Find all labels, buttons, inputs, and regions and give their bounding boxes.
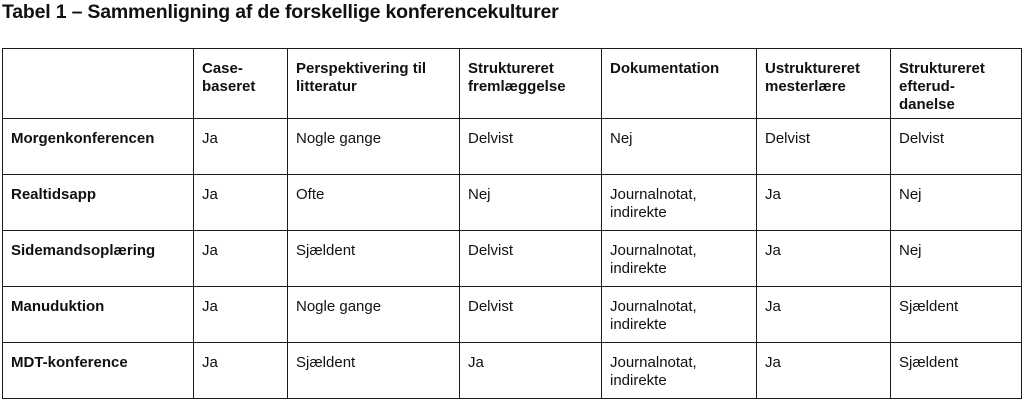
table-cell: Sjældent: [288, 343, 460, 399]
table-cell: Journalnotat, indirekte: [602, 175, 757, 231]
table-cell: Nej: [891, 175, 1022, 231]
table-row: [3, 119, 1022, 175]
table-cell: Journalnotat, indirekte: [602, 343, 757, 399]
table-header: [3, 49, 1022, 119]
table-cell: Nogle gange: [288, 287, 460, 343]
table-cell: Nej: [602, 119, 757, 175]
table-row: [3, 343, 1022, 399]
table-cell: Ja: [460, 343, 602, 399]
table-row: [3, 231, 1022, 287]
row-label: Sidemandsoplæring: [3, 231, 194, 287]
table-cell: Ja: [194, 287, 288, 343]
table-cell: Ja: [757, 343, 891, 399]
table-cell: Ja: [757, 287, 891, 343]
table-cell: Ja: [757, 231, 891, 287]
table-cell: Sjældent: [891, 343, 1022, 399]
header-cell-struktureret-fremlaeggelse: Struktureret fremlæggelse: [460, 49, 602, 119]
table-cell: Journalnotat, indirekte: [602, 231, 757, 287]
row-label: Morgenkonferencen: [3, 119, 194, 175]
table-cell: Ja: [194, 343, 288, 399]
table-cell: Delvist: [460, 231, 602, 287]
table-body: [3, 119, 1022, 399]
table-title: Tabel 1 – Sammenligning af de forskellige konferencekulturer: [2, 1, 559, 23]
comparison-table: [2, 48, 1022, 399]
table-row: [3, 287, 1022, 343]
table-cell: Delvist: [891, 119, 1022, 175]
header-cell-struktureret-efteruddanelse: Struktureret efterud- danelse: [891, 49, 1022, 119]
table-cell: Nej: [460, 175, 602, 231]
table-cell: Ja: [757, 175, 891, 231]
table-cell: Ja: [194, 231, 288, 287]
header-cell-perspektivering: Perspektivering til litteratur: [288, 49, 460, 119]
row-label: Realtidsapp: [3, 175, 194, 231]
table-cell: Delvist: [757, 119, 891, 175]
table-cell: Nej: [891, 231, 1022, 287]
header-cell-dokumentation: Dokumentation: [602, 49, 757, 119]
table-row: [3, 175, 1022, 231]
table-cell: Ja: [194, 175, 288, 231]
header-cell-ustruktureret-mesterlaere: Ustruktureret mesterlære: [757, 49, 891, 119]
header-cell-casebaseret: Case- baseret: [194, 49, 288, 119]
table-cell: Sjældent: [288, 231, 460, 287]
table-cell: Nogle gange: [288, 119, 460, 175]
table-cell: Delvist: [460, 287, 602, 343]
header-cell-empty: [3, 49, 194, 119]
table-cell: Sjældent: [891, 287, 1022, 343]
table-cell: Delvist: [460, 119, 602, 175]
row-label: MDT-konference: [3, 343, 194, 399]
table-cell: Journalnotat, indirekte: [602, 287, 757, 343]
table-cell: Ofte: [288, 175, 460, 231]
header-row: [3, 49, 1022, 119]
row-label: Manuduktion: [3, 287, 194, 343]
table-cell: Ja: [194, 119, 288, 175]
